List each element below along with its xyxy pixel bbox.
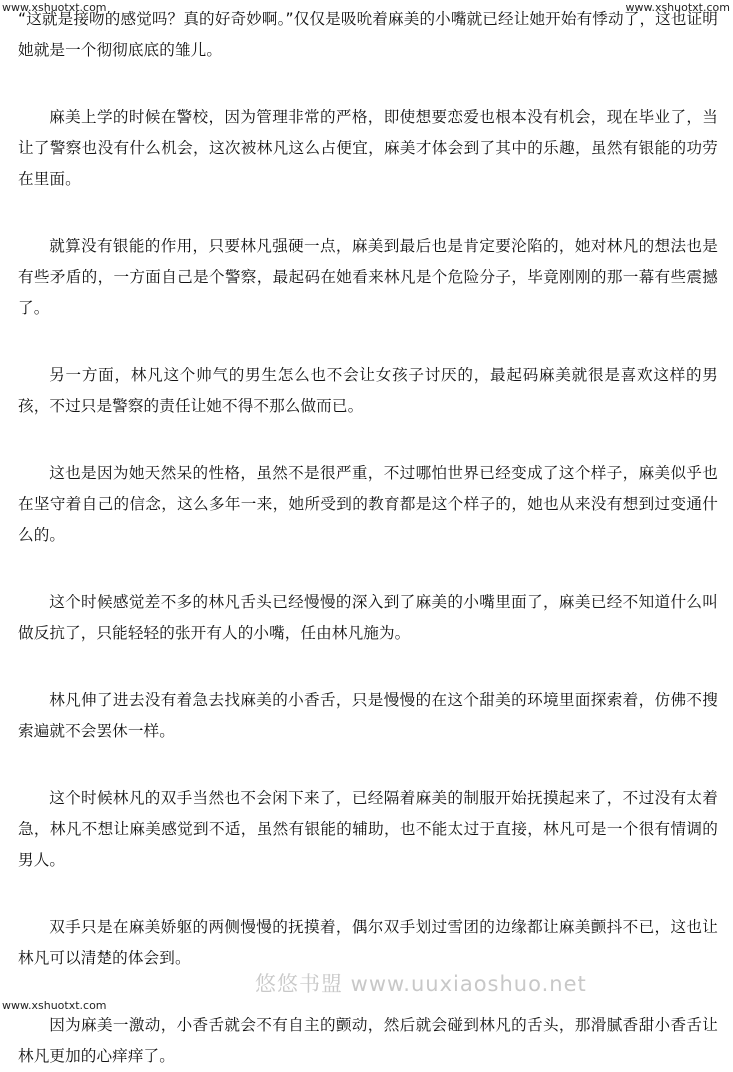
watermark-bottom-left: www.xshuotxt.com [2,999,107,1012]
site-stamp: 悠悠书盟 www.uuxiaoshuo.net [255,972,587,996]
paragraph-10: 因为麻美一激动，小香舌就会不有自主的颤动，然后就会碰到林凡的舌头，那滑腻香甜小香舌让林凡更加的心痒痒了。 [18,1016,718,1065]
paragraph-5: 这也是因为她天然呆的性格，虽然不是很严重，不过哪怕世界已经变成了这个样子，麻美似乎也在坚守着自己的信念，这么多年一来，她所受到的教育都是这个样子的，她也从来没有想到过变通什么的。 [18,464,718,544]
paragraph-9: 双手只是在麻美娇躯的两侧慢慢的抚摸着，偶尔双手划过雪团的边缘都让麻美颤抖不已，这也让林凡可以清楚的体会到。 [18,918,718,967]
paragraph-7: 林凡伸了进去没有着急去找麻美的小香舌，只是慢慢的在这个甜美的环境里面探索着，仿佛不搜索遍就不会罢休一样。 [18,691,718,740]
watermark-top-right: www.xshuotxt.com [625,1,730,14]
paragraph-1: “这就是接吻的感觉吗？真的好奇妙啊。”仅仅是吸吮着麻美的小嘴就已经让她开始有悸动了，这也证明她就是一个彻彻底底的雏儿。 [18,10,718,59]
article-body [18,4,718,1072]
paragraph-6: 这个时候感觉差不多的林凡舌头已经慢慢的深入到了麻美的小嘴里面了，麻美已经不知道什么叫做反抗了，只能轻轻的张开有人的小嘴，任由林凡施为。 [18,593,718,642]
paragraph-2: 麻美上学的时候在警校，因为管理非常的严格，即使想要恋爱也根本没有机会，现在毕业了，当让了警察也没有什么机会，这次被林凡这么占便宜，麻美才体会到了其中的乐趣，虽然有银能的功劳在里面。 [18,108,718,188]
paragraph-8: 这个时候林凡的双手当然也不会闲下来了，已经隔着麻美的制服开始抚摸起来了，不过没有太着急，林凡不想让麻美感觉到不适，虽然有银能的辅助，也不能太过于直接，林凡可是一个很有情调的男人。 [18,789,718,869]
watermark-top-left: www.xshuotxt.com [2,1,107,14]
paragraph-3: 就算没有银能的作用，只要林凡强硬一点，麻美到最后也是肯定要沦陷的，她对林凡的想法也是有些矛盾的，一方面自己是个警察，最起码在她看来林凡是个危险分子，毕竟刚刚的那一幕有些震撼了。 [18,237,718,317]
paragraph-4: 另一方面，林凡这个帅气的男生怎么也不会让女孩子讨厌的，最起码麻美就很是喜欢这样的男孩，不过只是警察的责任让她不得不那么做而已。 [18,366,718,415]
